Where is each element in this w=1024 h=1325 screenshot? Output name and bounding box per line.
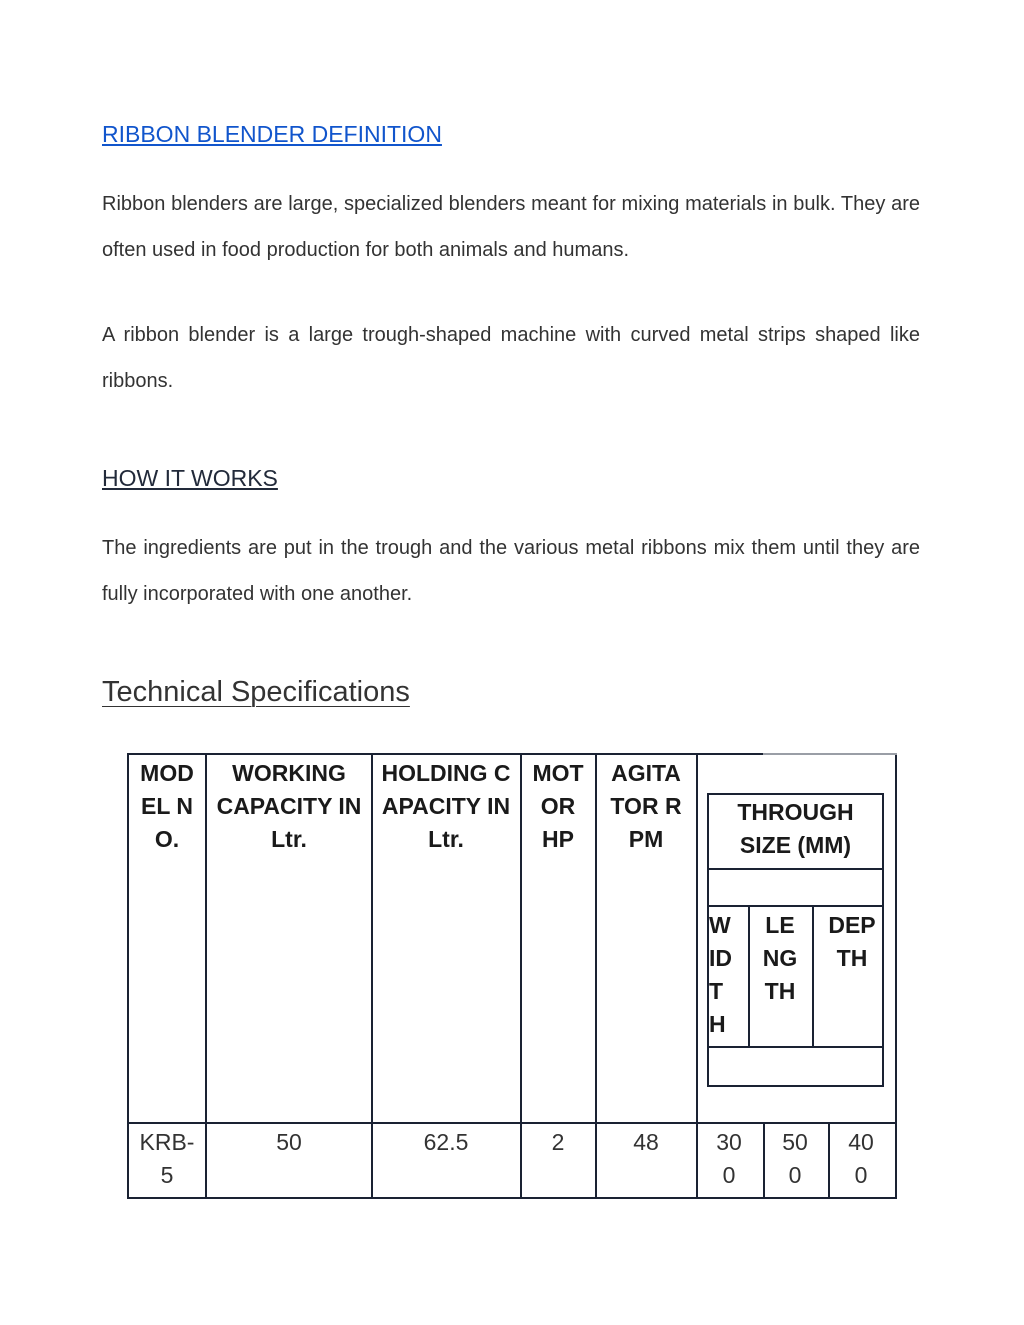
header-agitator-rpm: AGITATOR RPM bbox=[610, 760, 682, 852]
table-border-left bbox=[127, 753, 129, 1199]
cell-motor-hp: 2 bbox=[551, 1129, 565, 1155]
through-size-column-divider bbox=[748, 905, 750, 1048]
header-length: LENGTH bbox=[762, 912, 798, 1004]
header-depth: DEPTH bbox=[828, 912, 876, 971]
technical-specifications-title: Technical Specifications bbox=[102, 676, 410, 708]
column-divider bbox=[696, 753, 698, 1199]
table-border-right bbox=[895, 753, 897, 1199]
how-it-works-heading[interactable]: HOW IT WORKS bbox=[102, 465, 278, 491]
table-border-top-faded bbox=[763, 753, 897, 755]
column-divider bbox=[828, 1122, 830, 1199]
definition-paragraph-1: Ribbon blenders are large, specialized blenders meant for mixing materials in bulk. They are often used in food production for both animals and humans. bbox=[102, 193, 920, 261]
how-it-works-paragraph: The ingredients are put in the trough and the various metal ribbons mix them until they are fully incorporated with one another. bbox=[102, 537, 920, 605]
header-holding-capacity: HOLDING CAPACITY IN Ltr. bbox=[381, 760, 511, 852]
through-size-box bbox=[707, 793, 884, 1087]
header-model-no: MODEL NO. bbox=[140, 760, 194, 852]
cell-working-capacity: 50 bbox=[276, 1129, 302, 1155]
column-divider bbox=[595, 753, 597, 1199]
cell-holding-capacity: 62.5 bbox=[423, 1129, 469, 1155]
through-size-divider bbox=[709, 905, 882, 907]
through-size-divider bbox=[709, 868, 882, 870]
through-size-divider bbox=[709, 1046, 882, 1048]
header-through-size: THROUGH SIZE (MM) bbox=[737, 799, 854, 858]
definition-heading[interactable]: RIBBON BLENDER DEFINITION bbox=[102, 121, 442, 147]
column-divider bbox=[205, 753, 207, 1199]
definition-paragraph-2: A ribbon blender is a large trough-shaped machine with curved metal strips shaped like ribbons. bbox=[102, 324, 920, 392]
header-width: WIDTH bbox=[709, 912, 732, 1037]
cell-width: 300 bbox=[716, 1129, 742, 1188]
column-divider bbox=[520, 753, 522, 1199]
table-row-divider bbox=[127, 1122, 897, 1124]
cell-model-no: KRB-5 bbox=[139, 1129, 195, 1188]
column-divider bbox=[371, 753, 373, 1199]
cell-agitator-rpm: 48 bbox=[633, 1129, 659, 1155]
through-size-column-divider bbox=[812, 905, 814, 1048]
specifications-table bbox=[127, 753, 897, 1199]
table-border-top bbox=[127, 753, 763, 755]
cell-length: 500 bbox=[782, 1129, 808, 1188]
table-border-bottom bbox=[127, 1197, 897, 1199]
header-working-capacity: WORKING CAPACITY IN Ltr. bbox=[216, 760, 362, 852]
header-motor-hp: MOTOR HP bbox=[532, 760, 584, 852]
cell-depth: 400 bbox=[848, 1129, 874, 1188]
column-divider bbox=[763, 1122, 765, 1199]
